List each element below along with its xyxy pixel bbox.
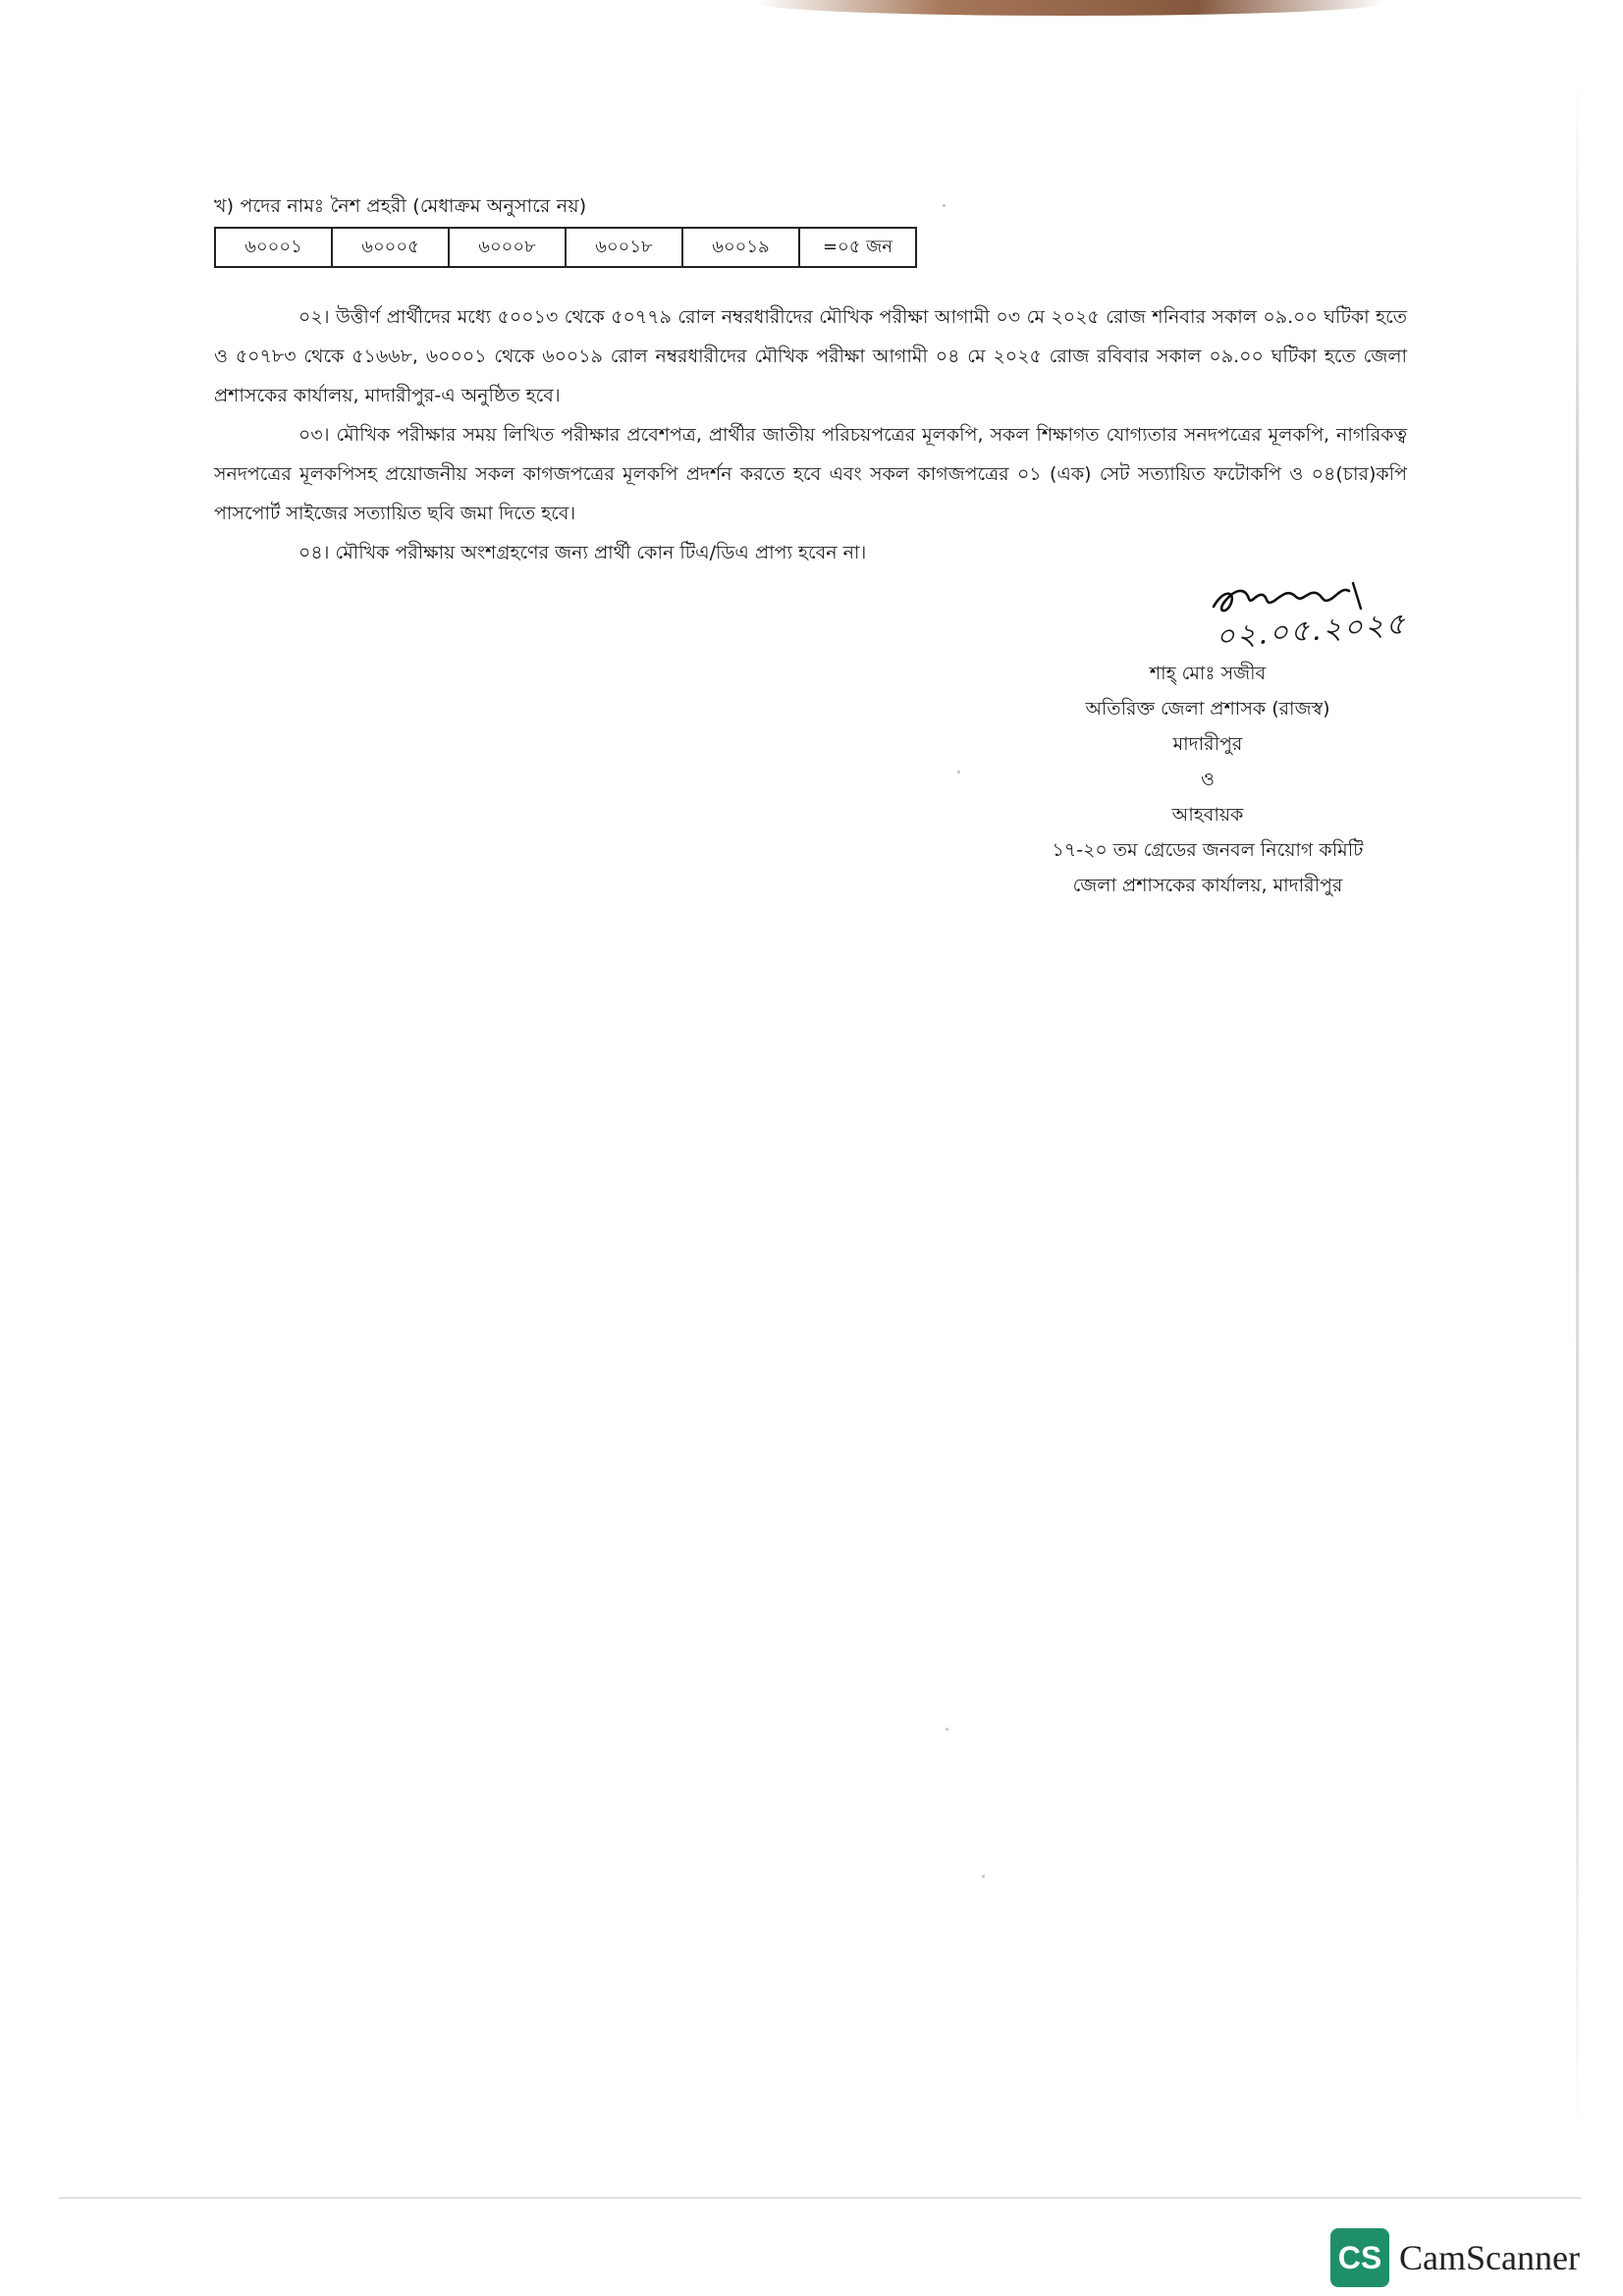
signatory-designation: অতিরিক্ত জেলা প্রশাসক (রাজস্ব) [1085, 698, 1330, 720]
roll-cell: ৬০০১৯ [682, 228, 799, 267]
scan-edge-smudge [756, 0, 1384, 16]
roll-cell: ৬০০০১ [215, 228, 332, 267]
post-heading: খ) পদের নামঃ নৈশ প্রহরী (মেধাক্রম অনুসারে নয়) [214, 195, 587, 217]
scan-speck [982, 1875, 985, 1878]
roll-total-cell: =০৫ জন [799, 228, 916, 267]
office-name: জেলা প্রশাসকের কার্যালয়, মাদারীপুর [1072, 875, 1343, 896]
paragraph-04 [214, 533, 1407, 572]
paragraph-03 [214, 415, 1407, 533]
scan-speck [943, 204, 946, 207]
roll-table [214, 227, 917, 268]
conjunction: ও [1201, 769, 1215, 790]
scan-speck [957, 771, 960, 774]
camscanner-name: CamScanner [1399, 2238, 1580, 2277]
roll-cell: ৬০০০৫ [332, 228, 449, 267]
table-row [215, 228, 916, 267]
signatory-name: শাহ্ মোঃ সজীব [1149, 663, 1267, 684]
paragraph-02 [214, 297, 1407, 415]
roll-cell: ৬০০১৮ [566, 228, 682, 267]
signatory-district: মাদারীপুর [1172, 733, 1243, 755]
paragraph-text: ০৪। মৌখিক পরীক্ষায় অংশগ্রহণের জন্য প্রার্থী কোন টিএ/ডিএ প্রাপ্য হবেন না। [298, 542, 867, 563]
roll-cell: ৬০০০৮ [449, 228, 566, 267]
scan-page-edge-bottom [59, 2197, 1581, 2199]
signature-block [1051, 638, 1365, 903]
committee-name: ১৭-২০ তম গ্রেডের জনবল নিয়োগ কমিটি [1052, 839, 1364, 861]
signature-date: ০২.০৫.২০২৫ [1214, 607, 1408, 655]
signatory-role: আহবায়ক [1171, 804, 1244, 826]
paragraph-text: ০২। উত্তীর্ণ প্রার্থীদের মধ্যে ৫০০১৩ থেকে ৫০৭৭৯ রোল নম্বরধারীদের মৌখিক পরীক্ষা আগামী ০৩ মে ২০২৫ রোজ শনিবার সকাল ০৯.০০ ঘটিকা হতে ও ৫০৭৮৩ থেকে ৫১৬৬৮, ৬০০০১ থেকে ৬০০১৯ রোল নম্বরধারীদের মৌখিক পরীক্ষা আগামী ০৪ মে ২০২৫ রোজ রবিবার সকাল ০৯.০০ ঘটিকা হতে জেলা প্রশাসকের কার্যালয়, মাদারীপুর-এ অনুষ্ঠিত হবে। [214, 306, 1407, 406]
spacer [1051, 638, 1365, 656]
logo-text: CS [1337, 2239, 1382, 2275]
paragraph-text: ০৩। মৌখিক পরীক্ষার সময় লিখিত পরীক্ষার প্রবেশপত্র, প্রার্থীর জাতীয় পরিচয়পত্রের মূলকপি, সকল শিক্ষাগত যোগ্যতার সনদপত্রের মূলকপি, নাগরিকত্ব সনদপত্রের মূলকপিসহ প্রয়োজনীয় সকল কাগজপত্রের মূলকপি প্রদর্শন করতে হবে এবং সকল কাগজপত্রের ০১ (এক) সেট সত্যায়িত ফটোকপি ও ০৪(চার)কপি পাসপোর্ট সাইজের সত্যায়িত ছবি জমা দিতে হবে। [214, 424, 1407, 524]
camscanner-watermark [1330, 2228, 1580, 2287]
scan-speck [946, 1728, 948, 1731]
camscanner-logo-icon [1330, 2228, 1389, 2287]
scan-page-edge [1576, 79, 1579, 2140]
